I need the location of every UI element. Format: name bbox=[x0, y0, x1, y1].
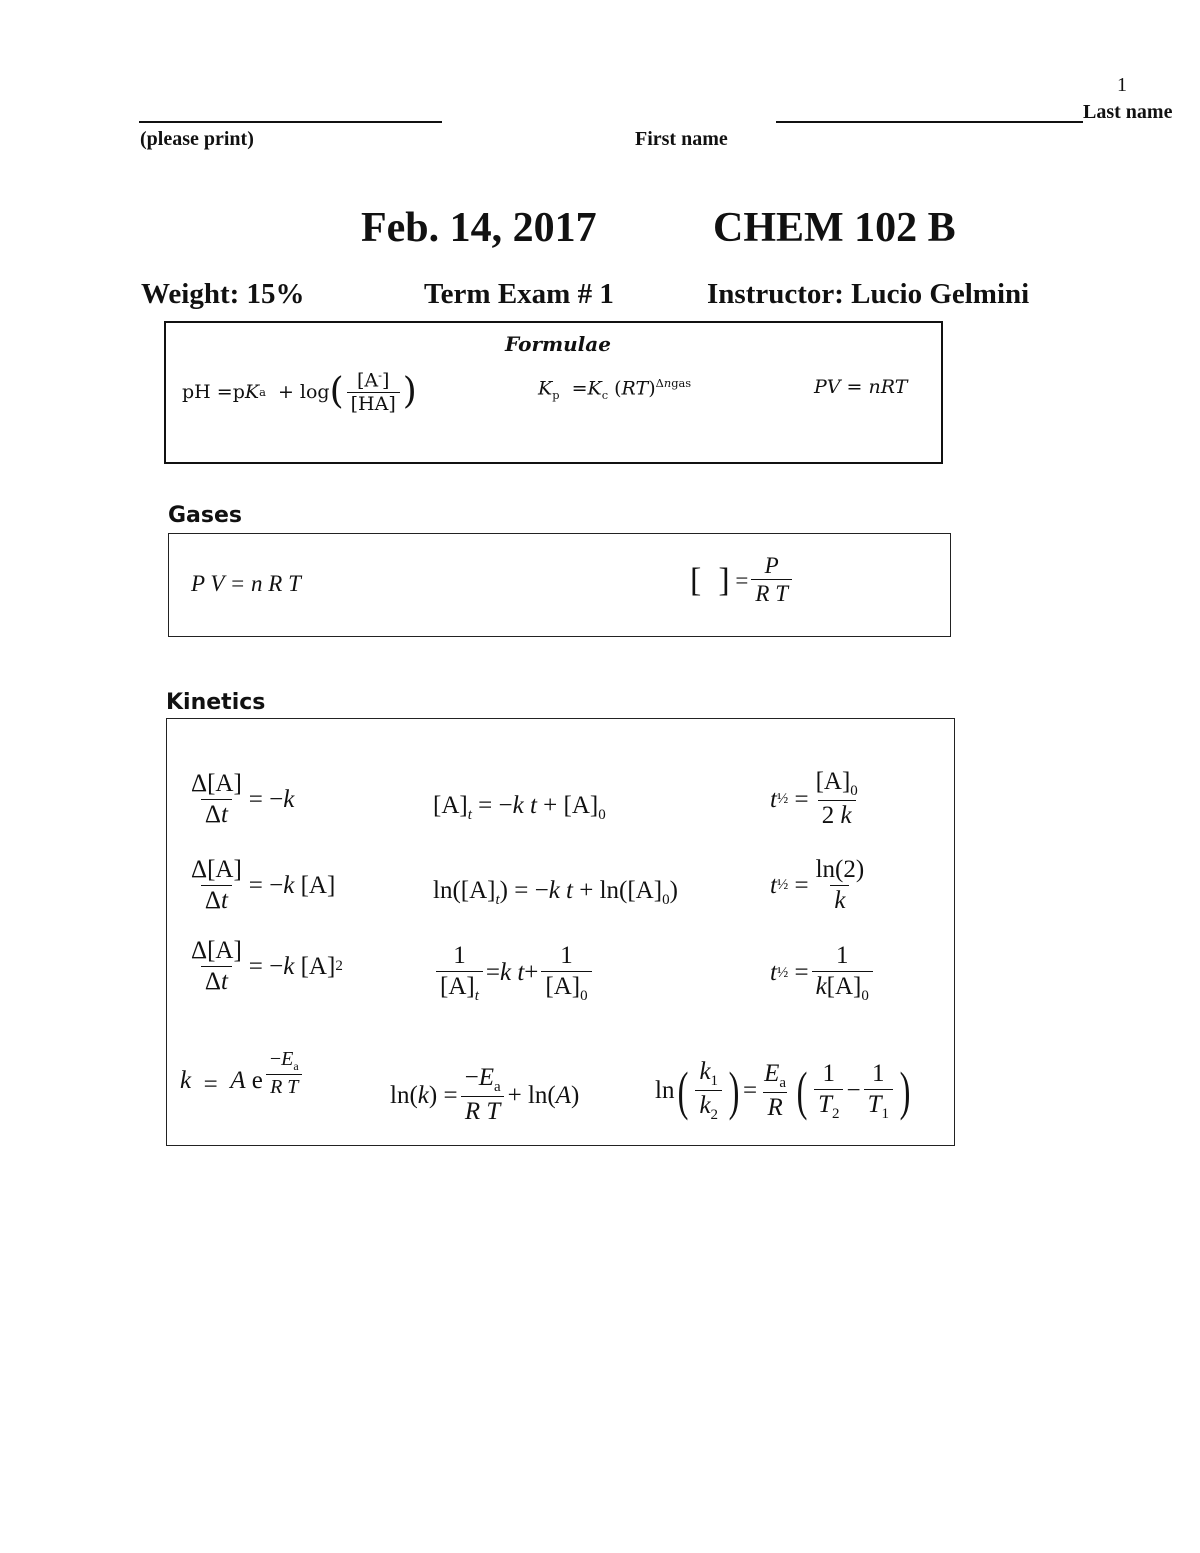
henderson-hasselbalch-equation: pH =p K a + log ( $\frac{[A^-]}{[HA]}$ ) bbox=[182, 367, 417, 415]
formulae-heading: Formulae bbox=[505, 332, 611, 356]
first-name-line bbox=[776, 121, 1083, 123]
second-order-half-life: t ½ = $\frac{1}{k[A]_0}$ bbox=[770, 942, 876, 1005]
ideal-gas-equation-formulae: PV = nRT bbox=[814, 376, 908, 398]
please-print-label: (please print) bbox=[140, 128, 254, 150]
first-order-rate-law: $\frac{\Delta[A]}{\Delta t}$ = − k [A] bbox=[191, 856, 336, 914]
last-name-line bbox=[139, 121, 442, 123]
exam-label: Term Exam # 1 bbox=[424, 278, 614, 310]
second-order-rate-law: $\frac{\Delta[A]}{\Delta t}$ = − k [A] 2 bbox=[191, 937, 343, 995]
exam-date: Feb. 14, 2017 bbox=[361, 205, 597, 251]
second-order-integrated-law: $\frac{1}{[A]_t}$ = k t + $\frac{1}{[A]_0}$ bbox=[433, 942, 595, 1005]
first-order-integrated-law: $\ln([A]_t) = -k$ $t + \ln([A]_0)$ bbox=[433, 877, 678, 908]
zero-order-half-life: t ½ = $\frac{[A]_0}{2 k}$ bbox=[770, 768, 858, 830]
last-name-label: Last name bbox=[1083, 101, 1173, 123]
zero-order-integrated-law: $[A]_t = -k$ $t + [A]_0$ bbox=[433, 792, 606, 823]
concentration-equation: [ ] = $\frac{P}{\text{R T}}$ bbox=[690, 553, 795, 608]
first-name-label: First name bbox=[635, 128, 728, 150]
kp-kc-equation: $K_p =K_c$ (RT)$^{\Delta ngas}$ bbox=[538, 376, 692, 403]
ideal-gas-equation: P V = n R T bbox=[191, 571, 301, 596]
gases-heading: Gases bbox=[168, 503, 243, 528]
course-code: CHEM 102 B bbox=[713, 205, 956, 251]
instructor-label: Instructor: Lucio Gelmini bbox=[707, 278, 1030, 310]
arrhenius-linear-equation: ln( k ) = $\frac{-E_a}{\text{R T}}$ + ln( A ) bbox=[390, 1064, 580, 1126]
kinetics-heading: Kinetics bbox=[166, 690, 266, 715]
zero-order-rate-law: $\frac{\Delta[A]}{\Delta t}$ = − k bbox=[191, 770, 295, 828]
arrhenius-two-point-equation: ln ( $\frac{k_1}{k_2}$ ) = $\frac{E_a}{R}$ ( $\frac{1}{T_2}$ − $\frac{1}{T_1}$ ) bbox=[655, 1058, 911, 1124]
page-number: 1 bbox=[1117, 74, 1127, 96]
first-order-half-life: t ½ = $\frac{\ln(2)}{k}$ bbox=[770, 856, 865, 914]
arrhenius-equation: k = A e $\frac{-E_a}{\text{R T}}$ bbox=[180, 1052, 306, 1099]
weight-label: Weight: 15% bbox=[141, 278, 305, 310]
